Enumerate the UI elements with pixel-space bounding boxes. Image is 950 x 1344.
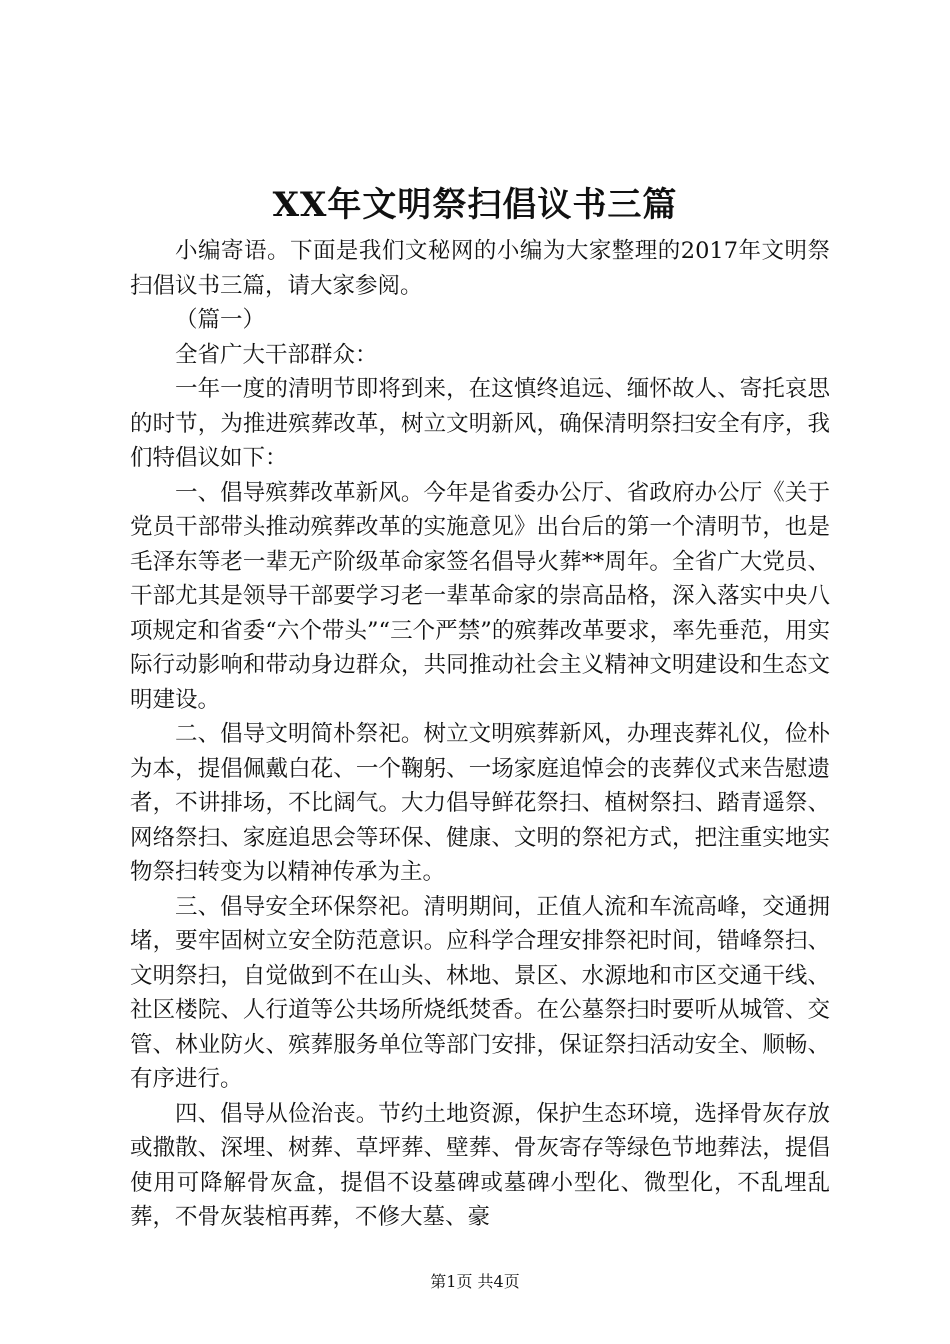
paragraph-intro: 小编寄语。下面是我们文秘网的小编为大家整理的2017年文明祭扫倡议书三篇，请大家参阅。 — [130, 238, 830, 299]
paragraph-item-1: 一、倡导殡葬改革新风。今年是省委办公厅、省政府办公厅《关于党员干部带头推动殡葬改革的实施意见》出台后的第一个清明节，也是毛泽东等老一辈无产阶级革命家签名倡导火葬**周年。全省广大党员、干部尤其是领导干部要学习老一辈革命家的崇高品格，深入落实中央八项规定和省委“六个带头”“三个严禁”的殡葬改革要求，率先垂范，用实际行动影响和带动身边群众，共同推动社会主义精神文明建设和生态文明建设。 — [130, 479, 830, 713]
paragraph-item-4: 四、倡导从俭治丧。节约土地资源，保护生态环境，选择骨灰存放或撒散、深埋、树葬、草坪葬、壁葬、骨灰寄存等绿色节地葬法，提倡使用可降解骨灰盒，提倡不设墓碑或墓碑小型化、微型化，不乱埋乱葬，不骨灰装棺再葬，不修大墓、豪 — [130, 1100, 830, 1230]
document-body — [130, 234, 830, 1235]
page-number-footer: 第1页 共4页 — [430, 1272, 520, 1291]
paragraph-item-2: 二、倡导文明简朴祭祀。树立文明殡葬新风，办理丧葬礼仪，俭朴为本，提倡佩戴白花、一个鞠躬、一场家庭追悼会的丧葬仪式来告慰遗者，不讲排场，不比阔气。大力倡导鲜花祭扫、植树祭扫、踏青遥祭、网络祭扫、家庭追思会等环保、健康、文明的祭祀方式，把注重实地实物祭扫转变为以精神传承为主。 — [130, 721, 830, 885]
paragraph-salutation: 全省广大干部群众： — [175, 341, 378, 368]
document-title: XX年文明祭扫倡议书三篇 — [272, 185, 678, 225]
paragraph-section-label: （篇一） — [175, 307, 266, 333]
paragraph-item-3: 三、倡导安全环保祭祀。清明期间，正值人流和车流高峰，交通拥堵，要牢固树立安全防范意识。应科学合理安排祭祀时间，错峰祭扫、文明祭扫，自觉做到不在山头、林地、景区、水源地和市区交通干线、社区楼院、人行道等公共场所烧纸焚香。在公墓祭扫时要听从城管、交管、林业防火、殡葬服务单位等部门安排，保证祭扫活动安全、顺畅、有序进行。 — [130, 893, 830, 1092]
paragraph-opening: 一年一度的清明节即将到来，在这慎终追远、缅怀故人、寄托哀思的时节，为推进殡葬改革，树立文明新风，确保清明祭扫安全有序，我们特倡议如下： — [130, 376, 830, 471]
